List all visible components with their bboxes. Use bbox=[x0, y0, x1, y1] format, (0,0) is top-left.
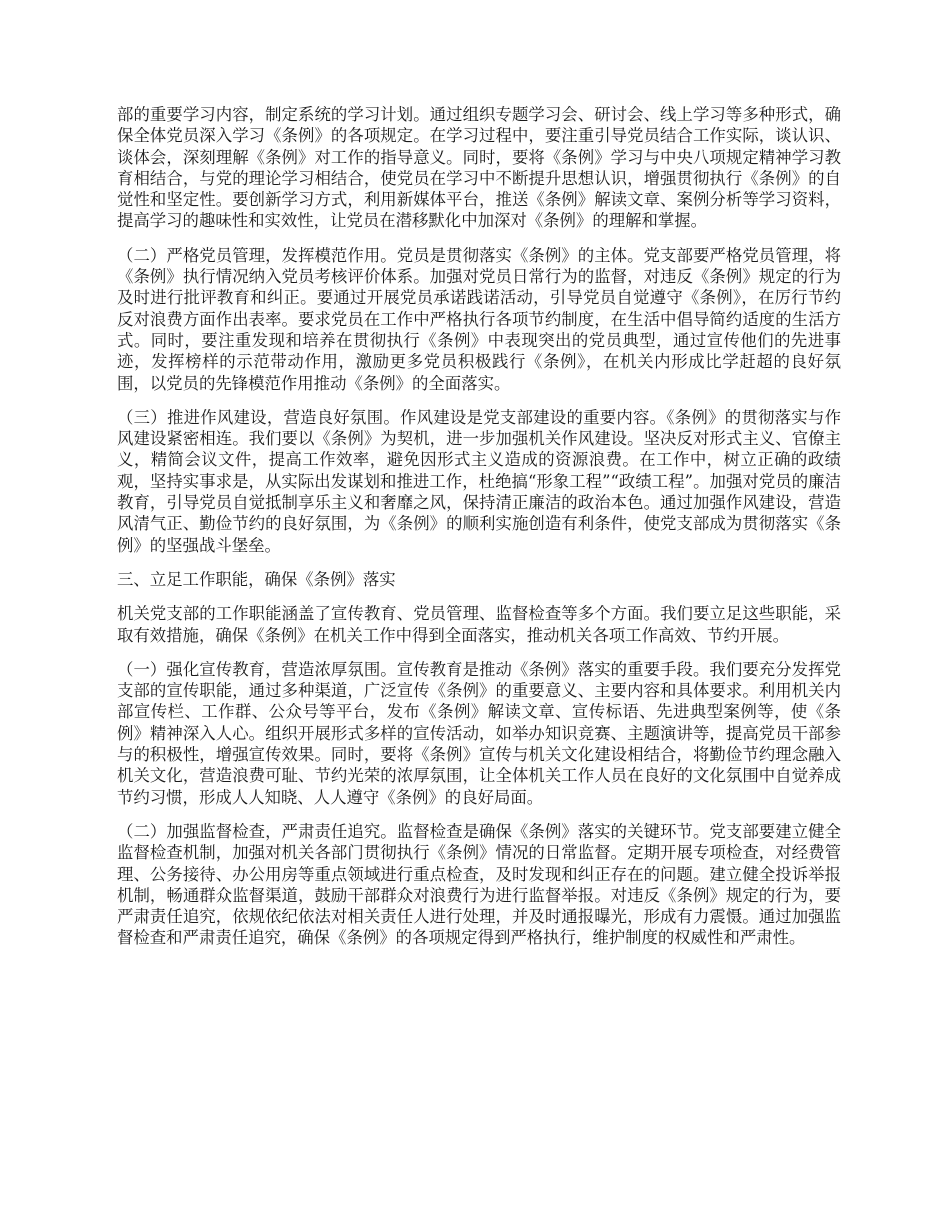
section-heading: 三、立足工作职能，确保《条例》落实 bbox=[117, 569, 396, 589]
paragraph-study-plan: 部的重要学习内容，制定系统的学习计划。通过组织专题学习会、研讨会、线上学习等多种形式，确保全体党员深入学习《条例》的各项规定。在学习过程中，要注重引导党员结合工作实际，谈认识、谈体会，深刻理解《条例》对工作的指导意义。同时，要将《条例》学习与中央八项规定精神学习教育相结合，与党的理论学习相结合，使党员在学习中不断提升思想认识，增强贯彻执行《条例》的自觉性和坚定性。要创新学习方式，利用新媒体平台，推送《条例》解读文章、案例分析等学习资料，提高学习的趣味性和实效性，让党员在潜移默化中加深对《条例》的理解和掌握。 bbox=[117, 105, 841, 231]
paragraph-member-management: （二）严格党员管理，发挥模范作用。党员是贯彻落实《条例》的主体。党支部要严格党员管理，将《条例》执行情况纳入党员考核评价体系。加强对党员日常行为的监督，对违反《条例》规定的行为及时进行批评教育和纠正。要通过开展党员承诺践诺活动，引导党员自觉遵守《条例》，在厉行节约反对浪费方面作出表率。要求党员在工作中严格执行各项节约制度，在生活中倡导简约适度的生活方式。同时，要注重发现和培养在贯彻执行《条例》中表现突出的党员典型，通过宣传他们的先进事迹，发挥榜样的示范带动作用，激励更多党员积极践行《条例》，在机关内形成比学赶超的良好氛围，以党员的先锋模范作用推动《条例》的全面落实。 bbox=[117, 245, 841, 393]
paragraph-publicity-education: （一）强化宣传教育，营造浓厚氛围。宣传教育是推动《条例》落实的重要手段。我们要充分发挥党支部的宣传职能，通过多种渠道，广泛宣传《条例》的重要意义、主要内容和具体要求。利用机关内部宣传栏、工作群、公众号等平台，发布《条例》解读文章、宣传标语、先进典型案例等，使《条例》精神深入人心。组织开展形式多样的宣传活动，如举办知识竞赛、主题演讲等，提高党员干部参与的积极性，增强宣传效果。同时，要将《条例》宣传与机关文化建设相结合，将勤俭节约理念融入机关文化，营造浪费可耻、节约光荣的浓厚氛围，让全体机关工作人员在良好的文化氛围中自觉养成节约习惯，形成人人知晓、人人遵守《条例》的良好局面。 bbox=[117, 659, 841, 807]
document-page bbox=[117, 104, 841, 962]
paragraph-work-style: （三）推进作风建设，营造良好氛围。作风建设是党支部建设的重要内容。《条例》的贯彻落实与作风建设紧密相连。我们要以《条例》为契机，进一步加强机关作风建设。坚决反对形式主义、官僚主义，精简会议文件，提高工作效率，避免因形式主义造成的资源浪费。在工作中，树立正确的政绩观，坚持实事求是，从实际出发谋划和推进工作，杜绝搞“形象工程”“政绩工程”。加强对党员的廉洁教育，引导党员自觉抵制享乐主义和奢靡之风，保持清正廉洁的政治本色。通过加强作风建设，营造风清气正、勤俭节约的良好氛围，为《条例》的顺利实施创造有利条件，使党支部成为贯彻落实《条例》的坚强战斗堡垒。 bbox=[117, 407, 841, 555]
paragraph-supervision: （二）加强监督检查，严肃责任追究。监督检查是确保《条例》落实的关键环节。党支部要建立健全监督检查机制，加强对机关各部门贯彻执行《条例》情况的日常监督。定期开展专项检查，对经费管理、公务接待、办公用房等重点领域进行重点检查，及时发现和纠正存在的问题。建立健全投诉举报机制，畅通群众监督渠道，鼓励干部群众对浪费行为进行监督举报。对违反《条例》规定的行为，要严肃责任追究，依规依纪依法对相关责任人进行处理，并及时通报曝光，形成有力震慑。通过加强监督检查和严肃责任追究，确保《条例》的各项规定得到严格执行，维护制度的权威性和严肃性。 bbox=[117, 821, 841, 948]
paragraph-section-intro: 机关党支部的工作职能涵盖了宣传教育、党员管理、监督检查等多个方面。我们要立足这些职能，采取有效措施，确保《条例》在机关工作中得到全面落实，推动机关各项工作高效、节约开展。 bbox=[117, 604, 841, 645]
